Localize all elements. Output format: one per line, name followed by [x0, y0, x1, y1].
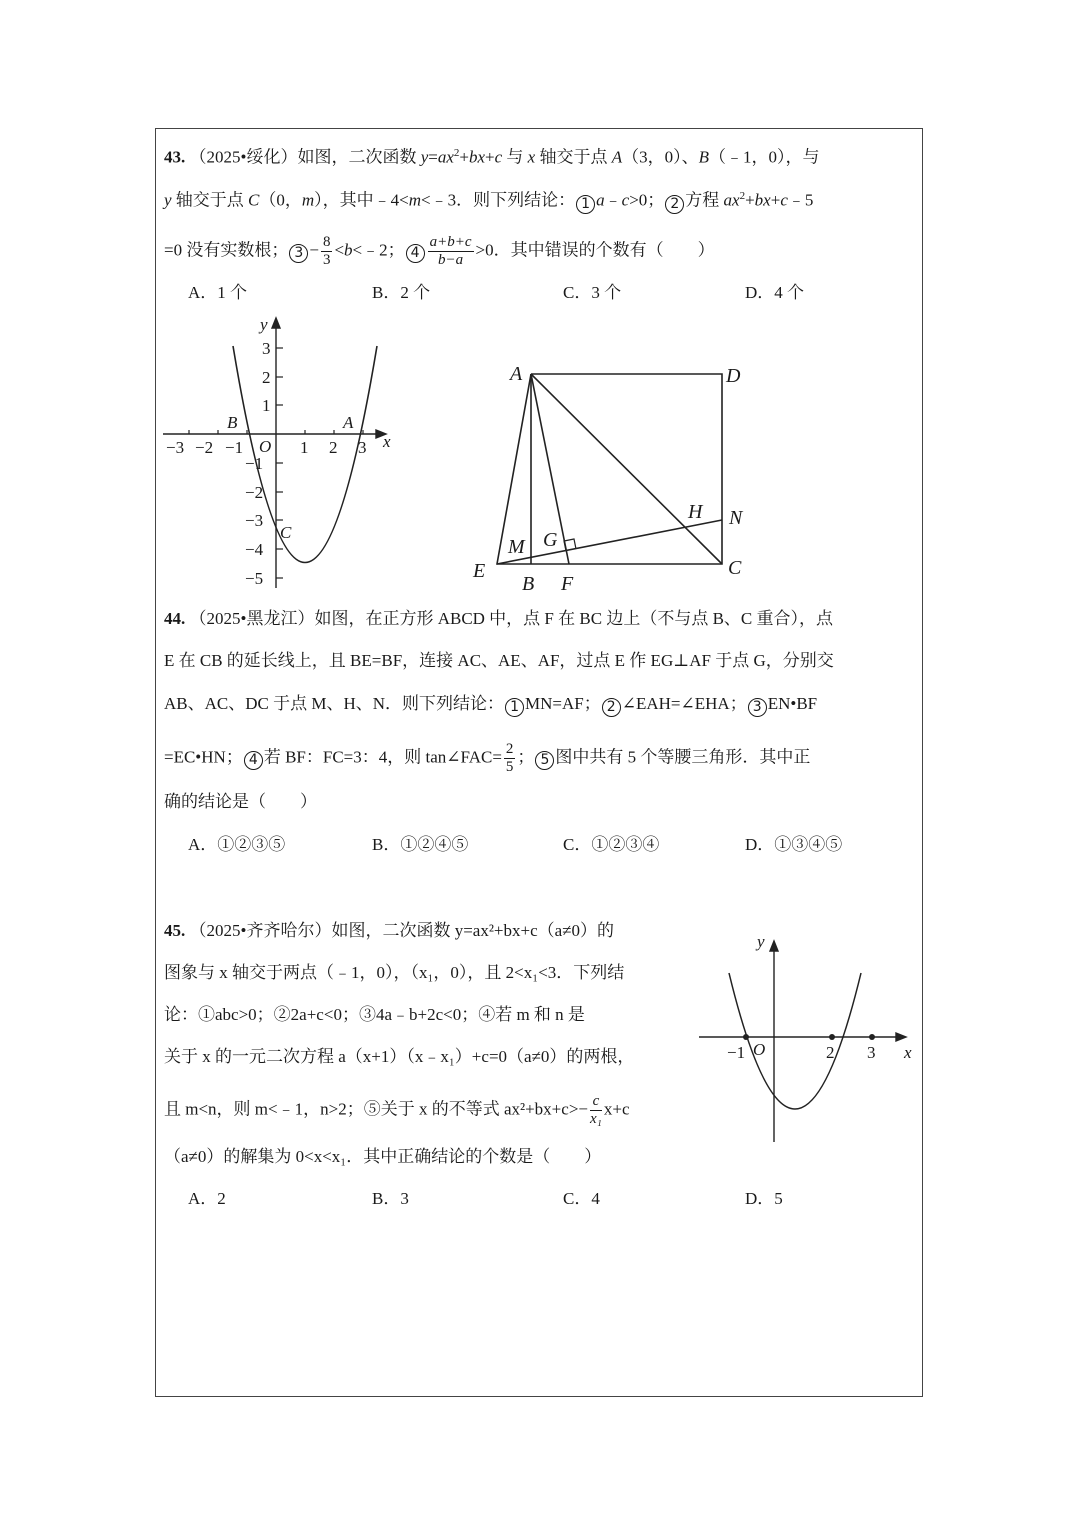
q44-line-4 — [164, 741, 810, 776]
svg-text:N: N — [729, 507, 743, 529]
svg-text:−5: −5 — [245, 569, 264, 588]
question-number: 45. — [164, 921, 186, 940]
svg-text:C: C — [280, 523, 292, 542]
q45-line-4: 关于 x 的一元二次方程 a（x+1）（x﹣x₁）+c=0（a≠0）的两根， — [164, 1047, 635, 1066]
text: ），其中﹣4< — [314, 190, 409, 210]
svg-text:3: 3 — [358, 438, 367, 457]
option-a[interactable]: A．2 — [188, 1189, 226, 1208]
circled-4: 4 — [244, 751, 263, 770]
text: 且 m<n，则 m<﹣1，n>2；⑤关于 x 的不等式 ax²+bx+c>− — [164, 1099, 588, 1119]
q44-square-figure — [460, 350, 760, 600]
text: （﹣1，0），与 — [709, 147, 820, 167]
svg-text:B: B — [522, 573, 535, 595]
q45-parabola-graph — [695, 925, 925, 1155]
option-a[interactable]: A．1 个 — [188, 283, 248, 302]
svg-text:A: A — [510, 363, 523, 385]
text: =EC•HN； — [164, 747, 243, 767]
circled-1: 1 — [576, 195, 595, 214]
text: ∠EAH=∠EHA； — [621, 694, 747, 713]
q43-line-3: =0 没有实数根； 3 − $\frac{8}{3}$ <b<﹣2； 4 $\frac{a+b+c}{b-a}$ >0．其中错误的个数有（ ） — [164, 234, 715, 268]
circled-3: 3 — [289, 244, 308, 263]
svg-text:−4: −4 — [245, 540, 264, 559]
svg-text:A: A — [343, 413, 354, 432]
circled-5: 5 — [535, 751, 554, 770]
text: 轴交于点 — [539, 147, 608, 167]
text: AB、AC、DC 于点 M、H、N．则下列结论： — [164, 694, 505, 713]
svg-text:1: 1 — [262, 396, 271, 415]
text: （0， — [259, 190, 302, 210]
text: （3，0）、 — [622, 147, 699, 167]
svg-text:−1: −1 — [245, 454, 264, 473]
option-d[interactable]: D．①③④⑤ — [745, 835, 843, 854]
svg-text:−1: −1 — [225, 438, 244, 457]
svg-text:F: F — [561, 573, 574, 595]
option-a[interactable]: A．①②③⑤ — [188, 835, 286, 854]
text: =0 没有实数根； — [164, 240, 289, 260]
svg-text:−1: −1 — [727, 1043, 746, 1062]
option-b[interactable]: B．2 个 — [372, 283, 431, 302]
text: EN•BF — [767, 694, 818, 713]
option-b[interactable]: B．①②④⑤ — [372, 835, 469, 854]
fraction: $\frac{8}{3}$ — [322, 234, 331, 268]
svg-text:H: H — [688, 501, 703, 523]
question-number: 43. — [164, 147, 186, 167]
text: ﹣ — [604, 190, 622, 210]
q43-line-2: y 轴交于点 C（0，m），其中﹣4<m<﹣3．则下列结论： 1 a﹣c>0； 2 方程 $ax^2+bx+c﹣5$ — [164, 190, 814, 212]
svg-text:2: 2 — [262, 368, 271, 387]
svg-text:B: B — [227, 413, 238, 432]
text: 如图，二次函数 — [297, 147, 417, 167]
svg-text:−3: −3 — [245, 511, 264, 530]
circled-1: 1 — [505, 698, 524, 717]
text: 方程 — [685, 190, 720, 210]
fraction: $\frac{2}{5}$ — [505, 741, 514, 775]
question-source: （2025•齐齐哈尔） — [189, 921, 332, 940]
option-d[interactable]: D．4 个 — [745, 283, 805, 302]
text: < — [334, 240, 345, 260]
svg-text:x: x — [383, 432, 391, 451]
q44-line-2: E 在 CB 的延长线上，且 BE=BF，连接 AC、AE、AF，过点 E 作 EG⊥AF 于点 G，分别交 — [164, 651, 834, 670]
svg-text:x: x — [904, 1043, 912, 1062]
svg-text:−3: −3 — [166, 438, 185, 457]
q45-line-2: 图象与 x 轴交于两点（﹣1，0），（x₁，0），且 2<x₁<3．下列结 — [164, 963, 625, 982]
question-number: 44. — [164, 609, 186, 628]
svg-text:1: 1 — [300, 438, 309, 457]
text: 如图，二次函数 y=ax²+bx+c（a≠0）的 — [331, 921, 615, 940]
text: <﹣3．则下列结论： — [421, 190, 576, 210]
svg-text:y: y — [757, 932, 765, 951]
text: 与 — [506, 147, 524, 167]
q43-line-1: 43. （2025•绥化）如图，二次函数 $y=ax^2+bx+c$ 与 x 轴交于点 A（3，0）、B（﹣1，0），与 — [164, 147, 820, 167]
q45-line-5 — [164, 1093, 630, 1128]
svg-text:−2: −2 — [245, 483, 264, 502]
text: 轴交于点 — [175, 190, 244, 210]
svg-text:M: M — [508, 536, 525, 558]
circled-3: 3 — [748, 698, 767, 717]
q44-line-1 — [164, 608, 833, 630]
circled-4: 4 — [406, 244, 425, 263]
svg-text:y: y — [260, 315, 268, 334]
option-c[interactable]: C．①②③④ — [563, 835, 660, 854]
svg-text:D: D — [726, 365, 741, 387]
svg-text:2: 2 — [329, 438, 338, 457]
svg-text:G: G — [543, 529, 558, 551]
circled-2: 2 — [602, 698, 621, 717]
fraction: $\frac{c}{\text{x₁}}$ — [590, 1093, 602, 1127]
text: 如图，在正方形 ABCD 中，点 F 在 BC 边上（不与点 B、C 重合），点 — [314, 609, 833, 628]
text: 图中共有 5 个等腰三角形．其中正 — [555, 747, 811, 767]
q45-line-6: （a≠0）的解集为 0<x<x₁．其中正确结论的个数是（ ） — [164, 1147, 602, 1166]
svg-text:2: 2 — [826, 1043, 835, 1062]
text: >0．其中错误的个数有（ ） — [475, 240, 715, 260]
q45-line-1 — [164, 920, 614, 942]
text: <﹣2； — [352, 240, 405, 260]
svg-text:O: O — [753, 1040, 766, 1059]
svg-text:C: C — [728, 557, 742, 579]
text: >0； — [629, 190, 665, 210]
question-source: （2025•黑龙江） — [189, 609, 315, 628]
text: 若 BF：FC=3：4，则 tan∠FAC= — [263, 747, 502, 767]
q45-line-3: 论：①abc>0；②2a+c<0；③4a﹣b+2c<0；④若 m 和 n 是 — [164, 1005, 585, 1024]
option-d[interactable]: D．5 — [745, 1189, 783, 1208]
q43-parabola-graph — [155, 310, 415, 600]
question-source: （2025•绥化） — [189, 147, 298, 167]
svg-text:−2: −2 — [195, 438, 214, 457]
option-c[interactable]: C．3 个 — [563, 283, 622, 302]
q44-line-5: 确的结论是（ ） — [164, 792, 317, 811]
option-b[interactable]: B．3 — [372, 1189, 409, 1208]
svg-text:3: 3 — [262, 339, 271, 358]
text: x+c — [603, 1099, 630, 1119]
text: ； — [517, 747, 535, 767]
option-c[interactable]: C．4 — [563, 1189, 600, 1208]
text: MN=AF； — [525, 694, 601, 713]
q44-line-3 — [164, 693, 817, 717]
fraction: $\frac{a+b+c}{b-a}$ — [429, 234, 472, 268]
svg-text:O: O — [259, 437, 272, 456]
svg-text:E: E — [473, 560, 486, 582]
svg-text:3: 3 — [867, 1043, 876, 1062]
circled-2: 2 — [665, 195, 684, 214]
text: ﹣5 — [787, 190, 814, 210]
